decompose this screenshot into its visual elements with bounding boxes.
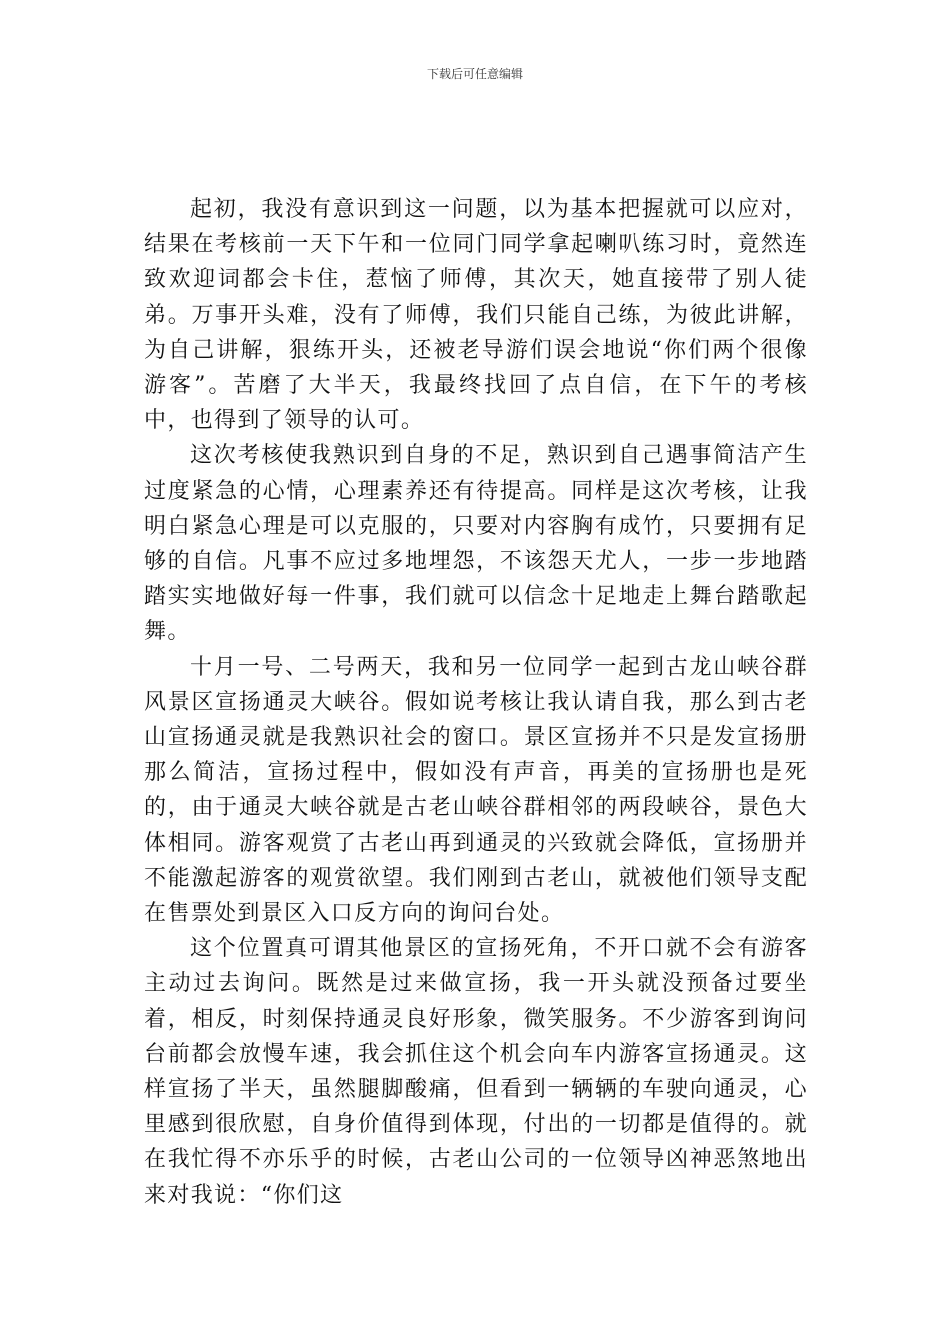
paragraph-1: 起初，我没有意识到这一问题，以为基本把握就可以应对，结果在考核前一天下午和一位同门同学拿起喇叭练习时，竟然连致欢迎词都会卡住，惹恼了师傅，其次天，她直接带了别人徒弟。万事开头难，没有了师傅，我们只能自己练，为彼此讲解，为自己讲解，狠练开头，还被老导游们误会地说“你们两个很像游客”。苦磨了大半天，我最终找回了点自信，在下午的考核中，也得到了领导的认可。: [144, 197, 808, 434]
paragraph-4: 这个位置真可谓其他景区的宣扬死角，不开口就不会有游客主动过去询问。既然是过来做宣扬，我一开头就没预备过要坐着，相反，时刻保持通灵良好形象，微笑服务。不少游客到询问台前都会放慢车速，我会抓住这个机会向车内游客宣扬通灵。这样宣扬了半天，虽然腿脚酸痛，但看到一辆辆的车驶向通灵，心里感到很欣慰，自身价值得到体现，付出的一切都是值得的。就在我忙得不亦乐乎的时候，古老山公司的一位领导凶神恶煞地出来对我说：“你们这: [144, 936, 808, 1208]
paragraph-2: 这次考核使我熟识到自身的不足，熟识到自己遇事简洁产生过度紧急的心情，心理素养还有待提高。同样是这次考核，让我明白紧急心理是可以克服的，只要对内容胸有成竹，只要拥有足够的自信。凡事不应过多地埋怨，不该怨天尤人，一步一步地踏踏实实地做好每一件事，我们就可以信念十足地走上舞台踏歌起舞。: [144, 443, 808, 645]
document-body: [144, 192, 808, 1213]
paragraph-3: 十月一号、二号两天，我和另一位同学一起到古龙山峡谷群风景区宣扬通灵大峡谷。假如说考核让我认请自我，那么到古老山宣扬通灵就是我熟识社会的窗口。景区宣扬并不只是发宣扬册那么简洁，宣扬过程中，假如没有声音，再美的宣扬册也是死的，由于通灵大峡谷就是古老山峡谷群相邻的两段峡谷，景色大体相同。游客观赏了古老山再到通灵的兴致就会降低，宣扬册并不能激起游客的观赏欲望。我们刚到古老山，就被他们领导支配在售票处到景区入口反方向的询问台处。: [144, 654, 808, 927]
page-header: 下载后可任意编辑: [426, 67, 523, 81]
